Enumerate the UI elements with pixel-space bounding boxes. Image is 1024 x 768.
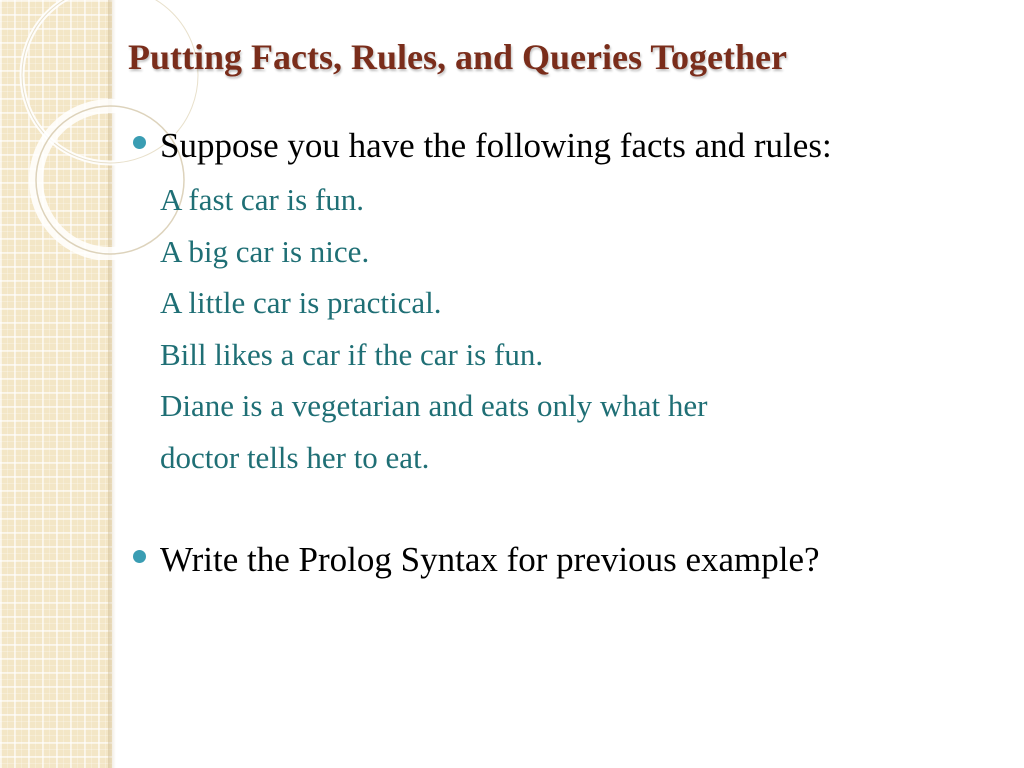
bullet-item — [133, 126, 832, 166]
sub-item: Bill likes a car if the car is fun. — [160, 336, 544, 372]
sub-item: A fast car is fun. — [160, 182, 365, 217]
sub-item: A big car is nice. — [160, 233, 370, 269]
bullet-item — [133, 540, 820, 580]
sub-list — [160, 178, 707, 487]
bullet-text: Write the Prolog Syntax for previous example? — [160, 540, 820, 579]
sub-item: doctor tells her to eat. — [160, 439, 430, 475]
sub-item: Diane is a vegetarian and eats only what her — [160, 388, 708, 423]
bullet-dot-icon — [133, 550, 146, 563]
bullet-text: Suppose you have the following facts and rules: — [160, 126, 832, 165]
slide-title: Putting Facts, Rules, and Queries Together — [128, 37, 788, 77]
bullet-dot-icon — [133, 136, 146, 149]
sub-item: A little car is practical. — [160, 285, 442, 320]
